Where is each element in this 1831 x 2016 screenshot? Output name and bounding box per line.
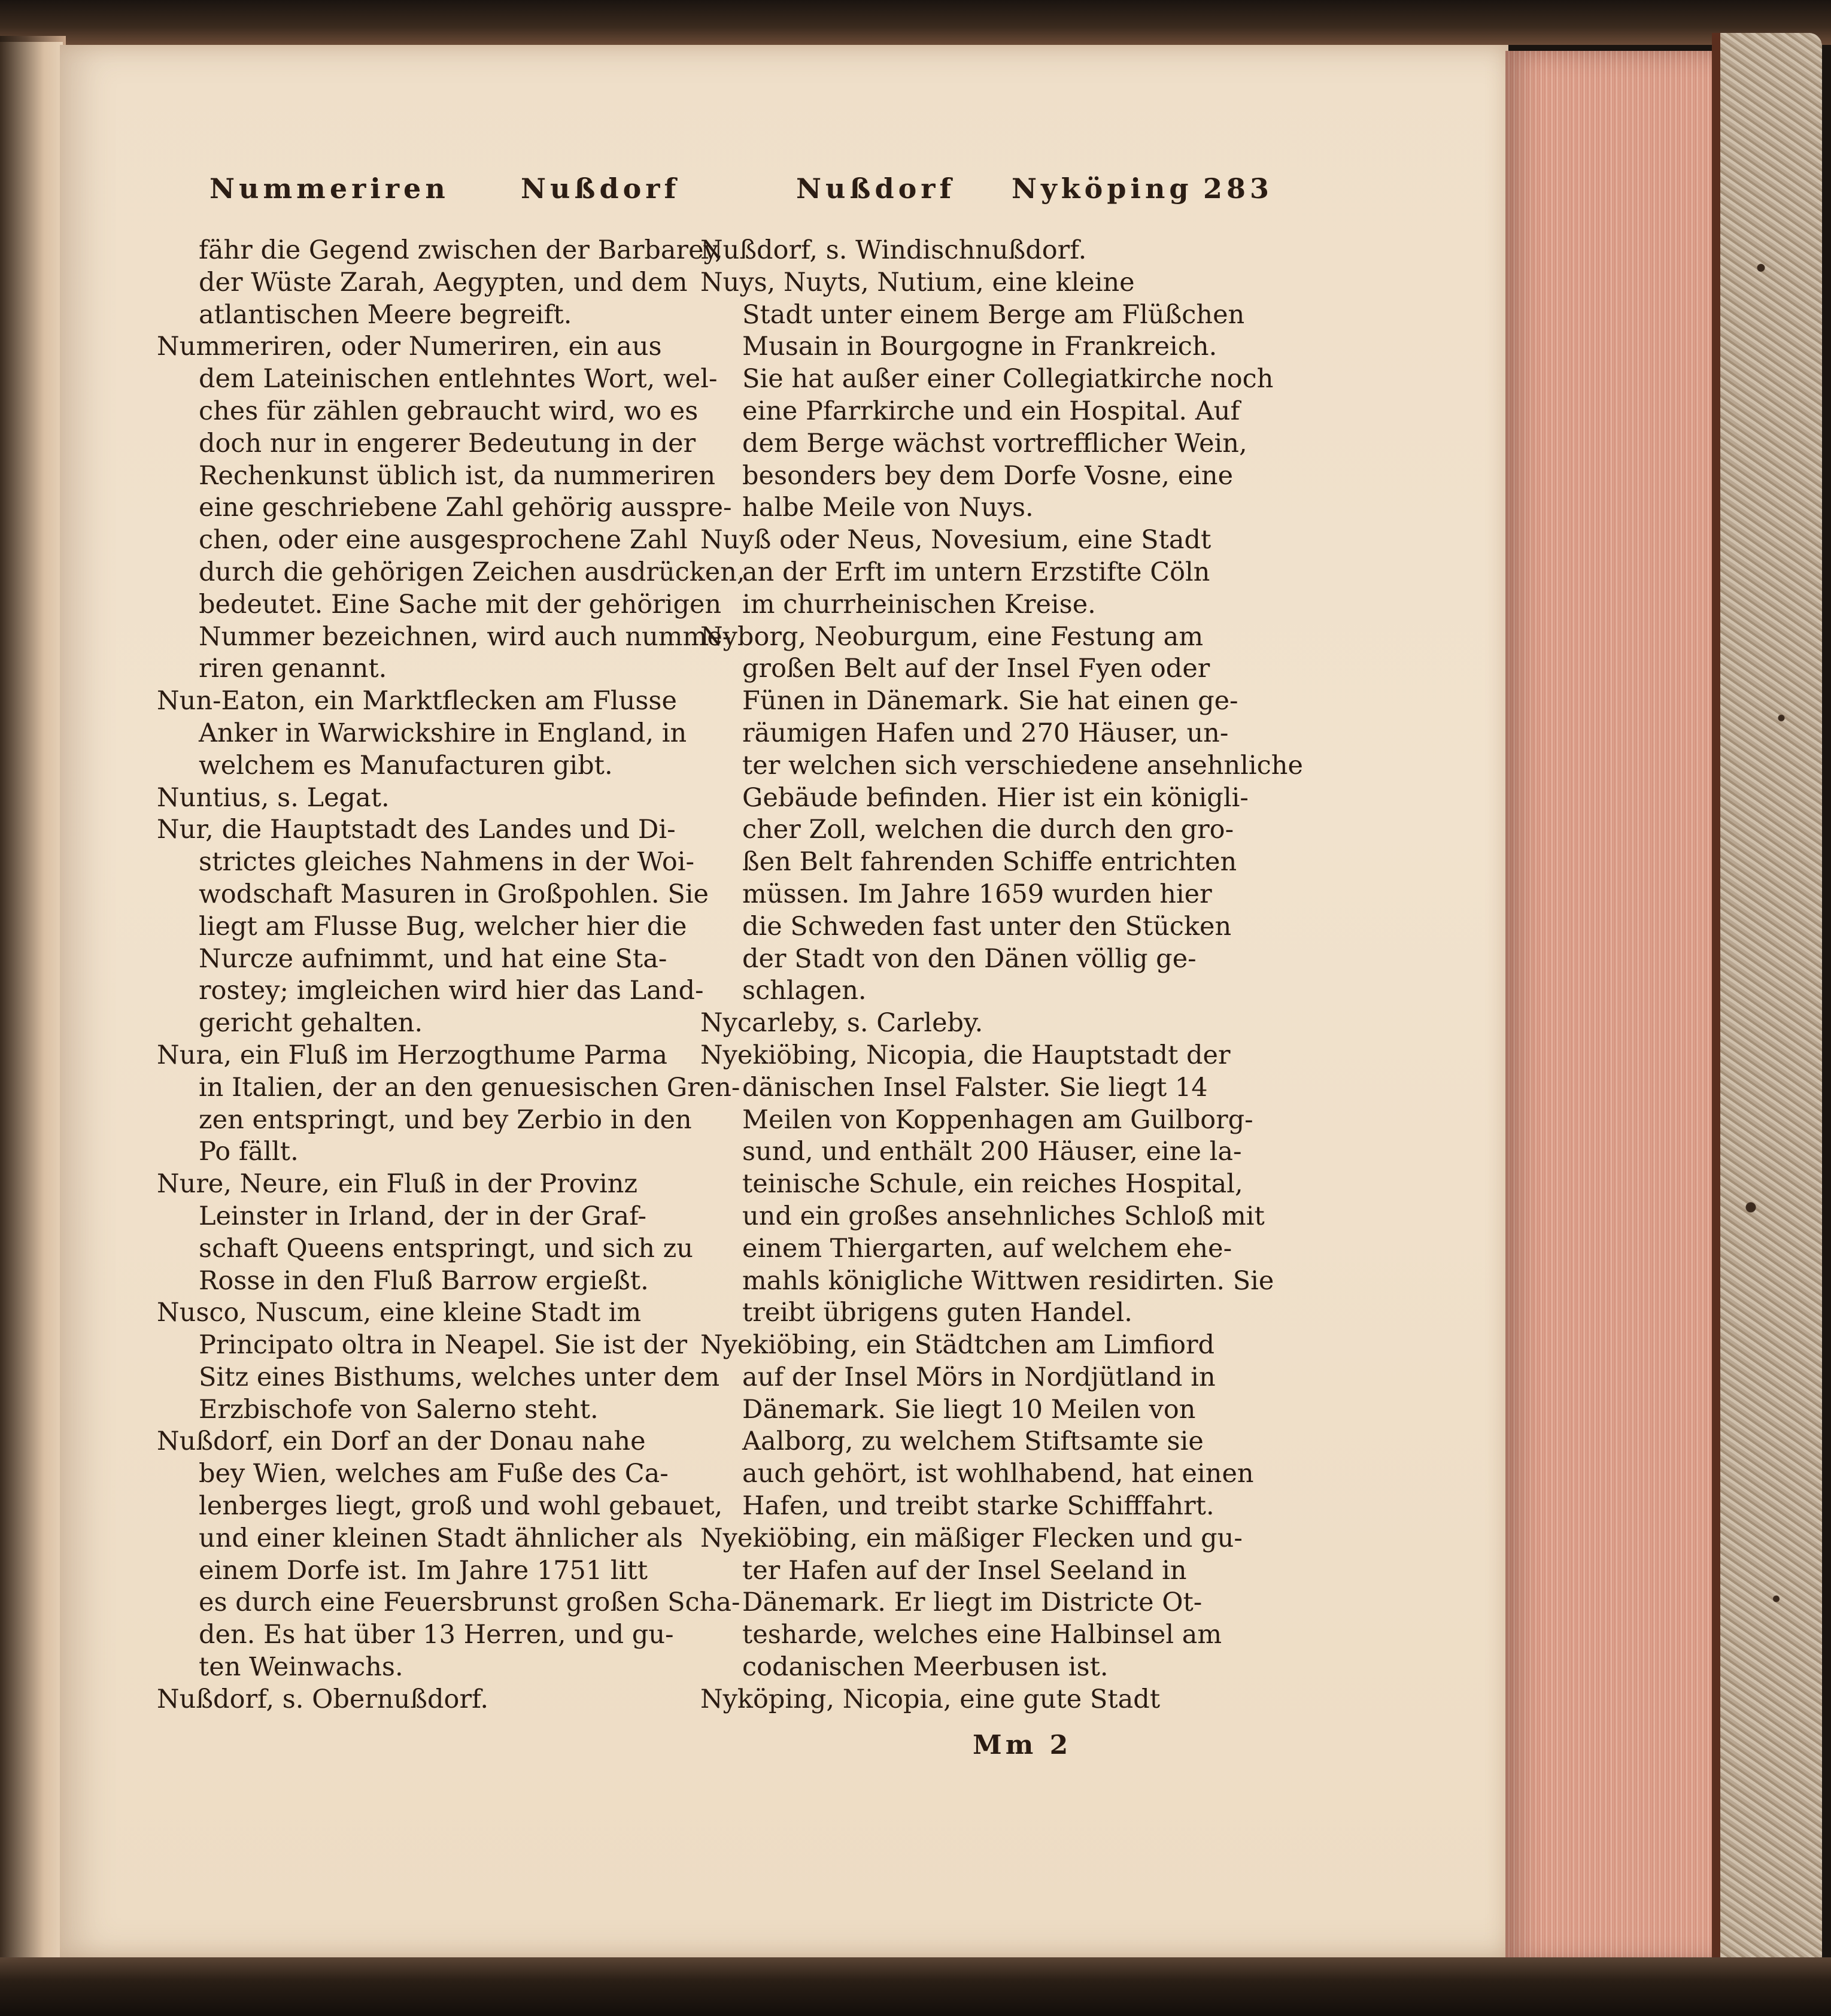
cover-board [1712,33,1822,1990]
header-right-center-catchword: Nußdorf [796,172,956,205]
entry-headword-line: Nusco, Nuscum, eine kleine Stadt im [157,1298,642,1328]
entry-headword-line: Nuntius, s. Legat. [157,782,390,813]
text-line: riren genannt. [199,654,387,684]
entry-headword-line: Nußdorf, ein Dorf an der Donau nahe [157,1426,646,1457]
text-line: in Italien, der an den genuesischen Gren- [199,1072,740,1103]
text-line: großen Belt auf der Insel Fyen oder [742,654,1210,684]
text-line: Gebäude befinden. Hier ist ein königli- [742,782,1249,813]
header-left-center-catchword: Nußdorf [521,172,681,205]
text-line: halbe Meile von Nuys. [742,493,1034,523]
text-line: ter welchen sich verschiedene ansehnliche [742,750,1303,781]
entry-headword-line: Nuyß oder Neus, Novesium, eine Stadt [700,525,1211,555]
text-line: Rosse in den Fluß Barrow ergießt. [199,1265,649,1296]
text-line: eine Pfarrkirche und ein Hospital. Auf [742,396,1240,426]
text-line: Dänemark. Er liegt im Districte Ot- [742,1587,1203,1618]
entry-headword-line: Nure, Neure, ein Fluß in der Provinz [157,1169,638,1200]
text-line: Hafen, und treibt starke Schifffahrt. [742,1491,1214,1522]
entry-headword-line: Nyekiöbing, ein Städtchen am Limfiord [700,1330,1215,1361]
text-line: der Stadt von den Dänen völlig ge- [742,943,1197,974]
text-line: sund, und enthält 200 Häuser, eine la- [742,1137,1242,1167]
text-line: Aalborg, zu welchem Stiftsamte sie [742,1426,1204,1457]
text-line: codanischen Meerbusen ist. [742,1652,1109,1683]
text-line: an der Erft im untern Erzstifte Cöln [742,557,1210,587]
text-line: einem Dorfe ist. Im Jahre 1751 litt [199,1555,648,1586]
text-line: ßen Belt fahrenden Schiffe entrichten [742,847,1237,878]
text-line: schlagen. [742,976,867,1006]
entry-headword-line: Nuys, Nuyts, Nutium, eine kleine [700,267,1135,297]
left-text-column [157,235,745,1716]
text-line: dem Lateinischen entlehntes Wort, wel- [199,364,718,394]
text-line: Dänemark. Sie liegt 10 Meilen von [742,1394,1196,1425]
text-line: rostey; imgleichen wird hier das Land- [199,976,704,1006]
entry-headword-line: Nur, die Hauptstadt des Landes und Di- [157,815,676,845]
bottom-binding [0,1957,1831,2016]
text-line: Stadt unter einem Berge am Flüßchen [742,299,1245,330]
text-line: auch gehört, ist wohlhabend, hat einen [742,1459,1254,1489]
text-line: bey Wien, welches am Fuße des Ca- [199,1459,669,1489]
entry-headword-line: Nyköping, Nicopia, eine gute Stadt [700,1684,1161,1714]
text-line: es durch eine Feuersbrunst großen Scha- [199,1587,740,1618]
text-line: durch die gehörigen Zeichen ausdrücken, [199,557,745,587]
entry-headword-line: Nycarleby, s. Carleby. [700,1008,983,1039]
text-line: Meilen von Koppenhagen am Guilborg- [742,1104,1253,1135]
text-line: der Wüste Zarah, Aegypten, und dem [199,267,688,297]
entry-headword-line: Nyekiöbing, Nicopia, die Hauptstadt der [700,1040,1231,1070]
text-line: strictes gleiches Nahmens in der Woi- [199,847,695,878]
entry-headword-line: Nummeriren, oder Numeriren, ein aus [157,332,662,362]
text-line: Leinster in Irland, der in der Graf- [199,1201,647,1231]
text-line: lenberges liegt, groß und wohl gebauet, [199,1491,723,1522]
text-line: bedeutet. Eine Sache mit der gehörigen [199,589,722,620]
top-binding [0,0,1831,45]
text-line: eine geschriebene Zahl gehörig ausspre- [199,493,732,523]
text-line: räumigen Hafen und 270 Häuser, un- [742,718,1229,748]
previous-page-edge [0,42,63,1975]
entry-headword-line: Nußdorf, s. Windischnußdorf. [700,235,1087,265]
text-line: einem Thiergarten, auf welchem ehe- [742,1233,1232,1264]
text-line: Anker in Warwickshire in England, in [199,718,687,748]
text-line: zen entspringt, und bey Zerbio in den [199,1104,692,1135]
text-line: müssen. Im Jahre 1659 wurden hier [742,879,1212,909]
text-line: die Schweden fast unter den Stücken [742,911,1232,942]
text-line: Erzbischofe von Salerno steht. [199,1394,599,1425]
text-line: besonders bey dem Dorfe Vosne, eine [742,460,1234,491]
text-line: Principato oltra in Neapel. Sie ist der [199,1330,688,1361]
header-left-catchword: Nummeriren [209,172,450,205]
text-line: ten Weinwachs. [199,1652,403,1683]
text-line: wodschaft Masuren in Großpohlen. Sie [199,879,709,909]
text-line: liegt am Flusse Bug, welcher hier die [199,911,687,942]
text-line: Fünen in Dänemark. Sie hat einen ge- [742,686,1238,716]
text-line: und einer kleinen Stadt ähnlicher als [199,1523,683,1553]
text-line: Po fällt. [199,1137,299,1167]
text-line: welchem es Manufacturen gibt. [199,750,613,781]
text-line: teinische Schule, ein reiches Hospital, [742,1169,1243,1200]
entry-headword-line: Nyborg, Neoburgum, eine Festung am [700,621,1204,652]
text-line: cher Zoll, welchen die durch den gro- [742,815,1234,845]
header-right-catchword: Nyköping [1012,172,1193,205]
text-line: doch nur in engerer Bedeutung in der [199,428,696,459]
text-line: ter Hafen auf der Insel Seeland in [742,1555,1187,1586]
text-line: Nummer bezeichnen, wird auch numme- [199,621,731,652]
page-number: 283 [1203,172,1274,205]
page-fore-edges [1505,51,1733,1963]
text-line: im churrheinischen Kreise. [742,589,1096,620]
text-line: schaft Queens entspringt, und sich zu [199,1233,693,1264]
text-line: dem Berge wächst vortrefflicher Wein, [742,428,1247,459]
text-line: Sitz eines Bisthums, welches unter dem [199,1362,720,1392]
entry-headword-line: Nun-Eaton, ein Marktflecken am Flusse [157,686,677,716]
entry-headword-line: Nyekiöbing, ein mäßiger Flecken und gu- [700,1523,1243,1553]
text-line: dänischen Insel Falster. Sie liegt 14 [742,1072,1208,1103]
text-line: atlantischen Meere begreift. [199,299,572,330]
right-text-column [700,235,1303,1716]
text-line: Nurcze aufnimmt, und hat eine Sta- [199,943,667,974]
signature-mark: Mm 2 [973,1730,1072,1760]
text-line: Musain in Bourgogne in Frankreich. [742,332,1217,362]
text-line: tesharde, welches eine Halbinsel am [742,1620,1222,1650]
text-line: ches für zählen gebraucht wird, wo es [199,396,699,426]
text-line: fähr die Gegend zwischen der Barbarey, [199,235,723,265]
entry-headword-line: Nura, ein Fluß im Herzogthume Parma [157,1040,668,1070]
text-line: treibt übrigens guten Handel. [742,1298,1132,1328]
text-line: Sie hat außer einer Collegiatkirche noch [742,364,1274,394]
text-line: Rechenkunst üblich ist, da nummeriren [199,460,716,491]
text-line: mahls königliche Wittwen residirten. Sie [742,1265,1274,1296]
text-line: gericht gehalten. [199,1008,423,1039]
entry-headword-line: Nußdorf, s. Obernußdorf. [157,1684,489,1714]
text-line: chen, oder eine ausgesprochene Zahl [199,525,688,555]
text-line: und ein großes ansehnliches Schloß mit [742,1201,1265,1231]
text-line: auf der Insel Mörs in Nordjütland in [742,1362,1216,1392]
text-line: den. Es hat über 13 Herren, und gu- [199,1620,674,1650]
